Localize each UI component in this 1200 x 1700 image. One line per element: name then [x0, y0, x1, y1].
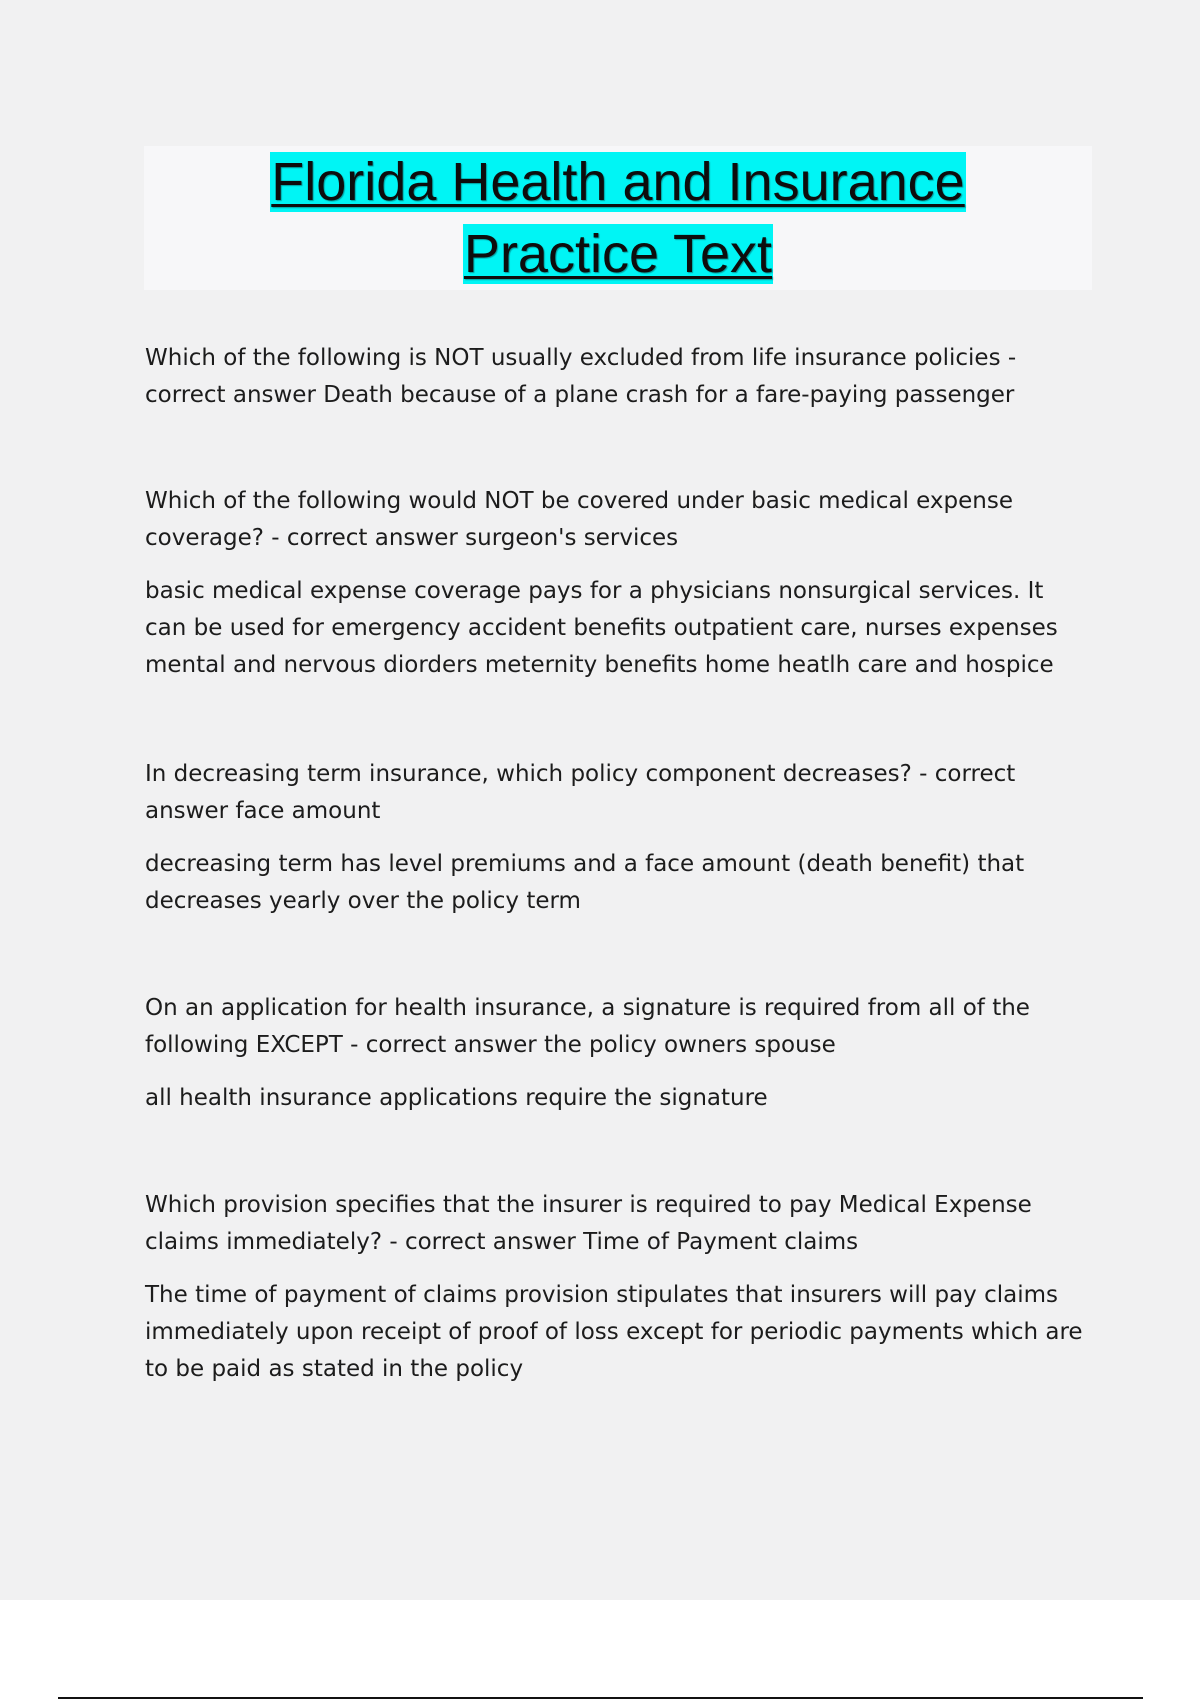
title-line-2 [144, 218, 1092, 290]
explanation-text: all health insurance applications require the signature [145, 1085, 768, 1111]
explanation-text: decreasing term has level premiums and a face amount (death benefit) that decreases yearly over the policy term [145, 851, 1025, 914]
document-title-line-1: Florida Health and Insurance [271, 152, 965, 212]
question-text: In decreasing term insurance, which policy component decreases? - correct answer face amount [145, 761, 1016, 824]
page-divider [58, 1697, 1143, 1699]
qa-item-2 [145, 483, 1085, 684]
qa-item-3 [145, 756, 1085, 920]
document-title-line-2: Practice Text [463, 224, 773, 284]
title-block [144, 146, 1092, 290]
question-text: On an application for health insurance, a signature is required from all of the following EXCEPT - correct answer the policy owners spouse [145, 995, 1030, 1058]
question-text: Which of the following would NOT be covered under basic medical expense coverage? - correct answer surgeon's services [145, 488, 1013, 551]
qa-item-5 [145, 1187, 1085, 1388]
explanation-text: The time of payment of claims provision stipulates that insurers will pay claims immediately upon receipt of proof of loss except for periodic payments which are to be paid as stated in the policy [145, 1282, 1083, 1382]
question-text: Which of the following is NOT usually excluded from life insurance policies - correct answer Death because of a plane crash for a fare-paying passenger [145, 345, 1017, 408]
question-text: Which provision specifies that the insurer is required to pay Medical Expense claims immediately? - correct answer Time of Payment claims [145, 1192, 1032, 1255]
title-line-1 [144, 146, 1092, 218]
qa-item-4 [145, 990, 1085, 1117]
qa-item-1 [145, 340, 1085, 414]
explanation-text: basic medical expense coverage pays for a physicians nonsurgical services. It can be used for emergency accident benefits outpatient care, nurses expenses mental and nervous diorders meternity benefits home heatlh care and hospice [145, 578, 1058, 678]
